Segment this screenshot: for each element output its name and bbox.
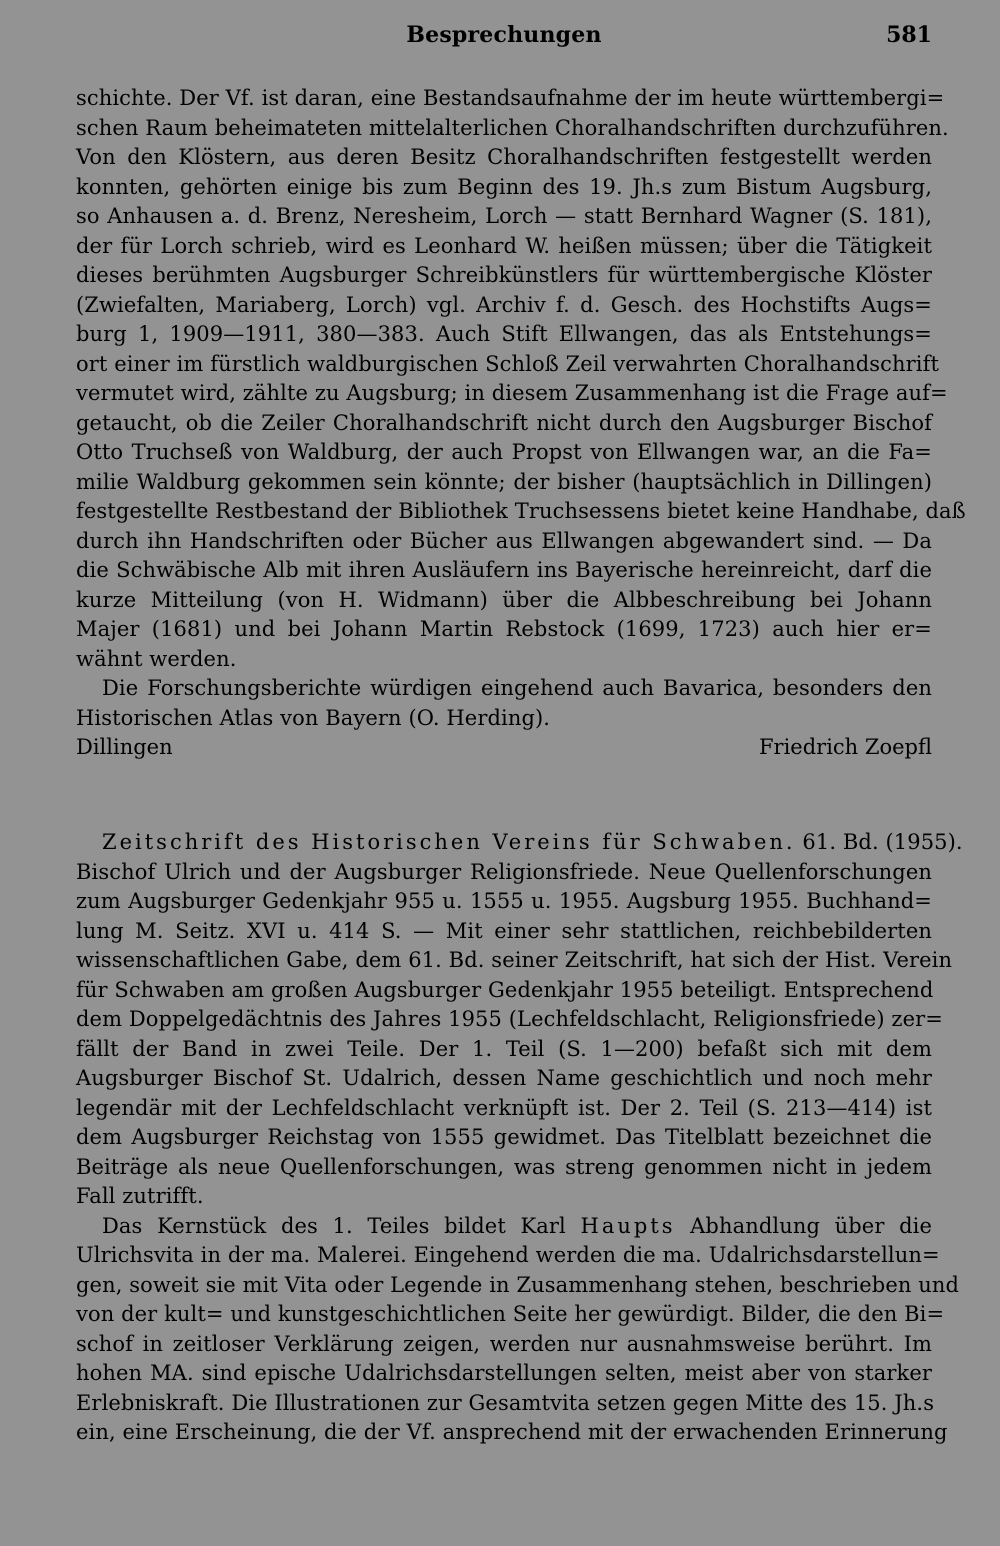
section-title: Besprechungen bbox=[406, 22, 602, 48]
review-author: Friedrich Zoepfl bbox=[758, 735, 932, 759]
running-header bbox=[76, 22, 932, 58]
text-line: milie Waldburg gekommen sein könnte; der bisher (hauptsächlich in Dillingen) bbox=[76, 469, 932, 494]
text-line: dieses berühmten Augsburger Schreibkünstlers für württembergische Klöster bbox=[76, 263, 932, 287]
author-name: Haupts bbox=[580, 1213, 676, 1238]
text-line: konnten, gehörten einige bis zum Beginn des 19. Jh.s zum Bistum Augsburg, bbox=[76, 174, 932, 199]
text-line: lung M. Seitz. XVI u. 414 S. — Mit einer sehr stattlichen, reichbebilderten bbox=[76, 918, 932, 943]
review-place: Dillingen bbox=[76, 735, 173, 759]
text-line: legendär mit der Lechfeldschlacht verknüpft ist. Der 2. Teil (S. 213—414) ist bbox=[76, 1095, 932, 1120]
text-line: wähnt werden. bbox=[76, 646, 237, 671]
text-line: Fall zutrifft. bbox=[76, 1184, 204, 1208]
text-line: ort einer im fürstlich waldburgischen Schloß Zeil verwahrten Choralhandschrift bbox=[76, 351, 940, 376]
text-line: wissenschaftlichen Gabe, dem 61. Bd. seiner Zeitschrift, hat sich der Hist. Verein bbox=[76, 948, 953, 972]
text-line: getaucht, ob die Zeiler Choralhandschrift nicht durch den Augsburger Bischof bbox=[76, 410, 932, 435]
text-line: von der kult= und kunstgeschichtlichen Seite her gewürdigt. Bilder, die den Bi= bbox=[76, 1302, 945, 1326]
text-line: (Zwiefalten, Mariaberg, Lorch) vgl. Archiv f. d. Gesch. des Hochstifts Augs= bbox=[76, 292, 932, 317]
text-line: schen Raum beheimateten mittelalterlichen Choralhandschriften durchzuführen. bbox=[76, 115, 949, 140]
text-line: fällt der Band in zwei Teile. Der 1. Teil (S. 1—200) befaßt sich mit dem bbox=[76, 1036, 932, 1061]
text-line: schof in zeitloser Verklärung zeigen, werden nur ausnahmsweise berührt. Im bbox=[76, 1331, 932, 1356]
text-line: festgestellte Restbestand der Bibliothek Truchsessens bietet keine Handhabe, daß bbox=[76, 499, 966, 523]
text-line bbox=[76, 1212, 932, 1242]
text-line: Beiträge als neue Quellenforschungen, was streng genommen nicht in jedem bbox=[76, 1154, 932, 1179]
page-number: 581 bbox=[886, 22, 932, 48]
text-line: Historischen Atlas von Bayern (O. Herding). bbox=[76, 705, 551, 730]
text-line: vermutet wird, zählte zu Augsburg; in diesem Zusammenhang ist die Frage auf= bbox=[76, 381, 948, 405]
text-line: dem Doppelgedächtnis des Jahres 1955 (Lechfeldschlacht, Religionsfriede) zer= bbox=[76, 1007, 943, 1031]
text-line: Otto Truchseß von Waldburg, der auch Propst von Ellwangen war, an die Fa= bbox=[76, 440, 932, 464]
text-line: Bischof Ulrich und der Augsburger Religionsfriede. Neue Quellenforschungen bbox=[76, 859, 932, 884]
text-line: ein, eine Erscheinung, die der Vf. ansprechend mit der erwachenden Erinnerung bbox=[76, 1420, 948, 1444]
text-line: für Schwaben am großen Augsburger Gedenkjahr 1955 beteiligt. Entsprechend bbox=[76, 977, 934, 1002]
journal-title: Zeitschrift des Historischen Vereins für Schwaben. bbox=[102, 830, 796, 854]
signature-row bbox=[76, 733, 932, 763]
text-line: schichte. Der Vf. ist daran, eine Bestandsaufnahme der im heute württembergi= bbox=[76, 86, 945, 110]
text-fragment: Abhandlung über die bbox=[675, 1213, 932, 1238]
text-fragment: Das Kernstück des 1. Teiles bildet Karl bbox=[102, 1213, 581, 1238]
journal-volume: 61. Bd. (1955). bbox=[795, 830, 963, 854]
text-line: der für Lorch schrieb, wird es Leonhard W. heißen müssen; über die Tätigkeit bbox=[76, 233, 932, 258]
text-line: kurze Mitteilung (von H. Widmann) über die Albbeschreibung bei Johann bbox=[76, 587, 932, 612]
text-line: gen, soweit sie mit Vita oder Legende in Zusammenhang stehen, beschrieben und bbox=[76, 1272, 960, 1297]
text-line: dem Augsburger Reichstag von 1555 gewidmet. Das Titelblatt bezeichnet die bbox=[76, 1125, 932, 1149]
text-line: Von den Klöstern, aus deren Besitz Choralhandschriften festgestellt werden bbox=[76, 145, 932, 169]
text-line: Ulrichsvita in der ma. Malerei. Eingehend werden die ma. Udalrichsdarstellun= bbox=[76, 1243, 940, 1267]
text-line: Augsburger Bischof St. Udalrich, dessen Name geschichtlich und noch mehr bbox=[76, 1066, 932, 1090]
text-line: die Schwäbische Alb mit ihren Ausläufern ins Bayerische hereinreicht, darf die bbox=[76, 558, 932, 582]
review-1-body bbox=[76, 84, 966, 763]
review-2-body bbox=[76, 828, 963, 1448]
review-heading bbox=[76, 828, 963, 858]
text-line: durch ihn Handschriften oder Bücher aus Ellwangen abgewandert sind. — Da bbox=[76, 528, 932, 553]
text-line: burg 1, 1909—1911, 380—383. Auch Stift Ellwangen, das als Entstehungs= bbox=[76, 322, 932, 346]
text-line: zum Augsburger Gedenkjahr 955 u. 1555 u. 1955. Augsburg 1955. Buchhand= bbox=[76, 889, 932, 913]
text-line: so Anhausen a. d. Brenz, Neresheim, Lorch — statt Bernhard Wagner (S. 181), bbox=[76, 204, 932, 228]
text-line: hohen MA. sind epische Udalrichsdarstellungen selten, meist aber von starker bbox=[76, 1361, 932, 1385]
text-line: Die Forschungsberichte würdigen eingehend auch Bavarica, besonders den bbox=[102, 676, 932, 700]
text-line: Erlebniskraft. Die Illustrationen zur Gesamtvita setzen gegen Mitte des 15. Jh.s bbox=[76, 1390, 935, 1415]
text-line: Majer (1681) und bei Johann Martin Rebstock (1699, 1723) auch hier er= bbox=[76, 617, 932, 641]
